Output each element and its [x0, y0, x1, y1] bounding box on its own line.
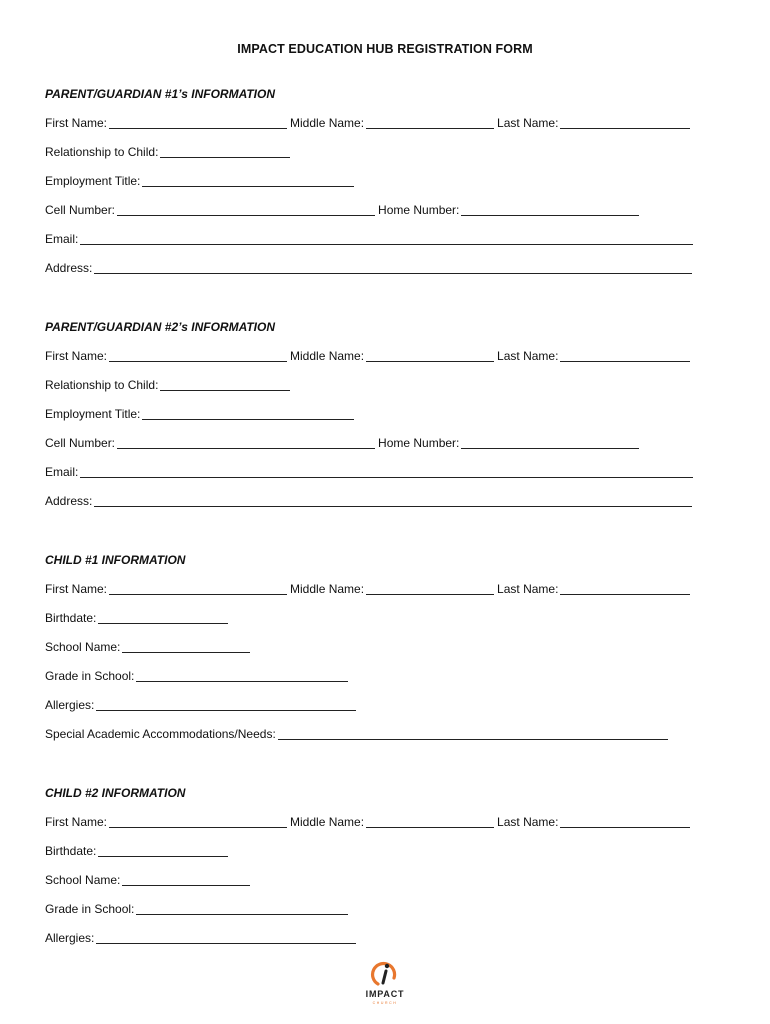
- last-name-label: Last Name:: [497, 349, 559, 363]
- parent2-heading: PARENT/GUARDIAN #2’s INFORMATION: [45, 320, 276, 334]
- parent2-address-row: [45, 493, 725, 522]
- parent2-cell-field[interactable]: [117, 435, 375, 449]
- parent1-middle-name-field[interactable]: [366, 115, 494, 129]
- child2-name-row: [45, 814, 725, 843]
- child1-school-row: [45, 639, 725, 668]
- parent1-employment-field[interactable]: [142, 173, 354, 187]
- parent2-employment-field[interactable]: [142, 406, 354, 420]
- child2-grade-field[interactable]: [136, 901, 348, 915]
- form-title: IMPACT EDUCATION HUB REGISTRATION FORM: [237, 42, 533, 56]
- parent2-first-name-field[interactable]: [109, 348, 287, 362]
- relationship-label: Relationship to Child:: [45, 378, 159, 392]
- parent1-home-field[interactable]: [461, 202, 639, 216]
- parent1-cell-field[interactable]: [117, 202, 375, 216]
- parent1-employment-row: [45, 173, 725, 202]
- email-label: Email:: [45, 465, 79, 479]
- child2-first-name-field[interactable]: [109, 814, 287, 828]
- parent1-name-row: [45, 115, 725, 144]
- parent2-section: [45, 319, 725, 522]
- child1-last-name-field[interactable]: [560, 581, 690, 595]
- child2-school-field[interactable]: [122, 872, 250, 886]
- parent2-name-row: [45, 348, 725, 377]
- parent1-relationship-field[interactable]: [160, 144, 290, 158]
- parent2-middle-name-field[interactable]: [366, 348, 494, 362]
- first-name-label: First Name:: [45, 815, 108, 829]
- middle-name-label: Middle Name:: [290, 582, 365, 596]
- first-name-label: First Name:: [45, 116, 108, 130]
- child2-heading: CHILD #2 INFORMATION: [45, 786, 186, 800]
- logo-subtitle: CHURCH: [372, 1001, 398, 1005]
- child2-last-name-field[interactable]: [560, 814, 690, 828]
- first-name-label: First Name:: [45, 349, 108, 363]
- middle-name-label: Middle Name:: [290, 815, 365, 829]
- parent1-address-row: [45, 260, 725, 289]
- parent2-home-field[interactable]: [461, 435, 639, 449]
- child1-middle-name-field[interactable]: [366, 581, 494, 595]
- grade-label: Grade in School:: [45, 902, 135, 916]
- parent1-last-name-field[interactable]: [560, 115, 690, 129]
- parent1-phone-row: [45, 202, 725, 231]
- last-name-label: Last Name:: [497, 116, 559, 130]
- child1-grade-field[interactable]: [136, 668, 348, 682]
- email-label: Email:: [45, 232, 79, 246]
- home-label: Home Number:: [378, 203, 460, 217]
- child1-birthdate-field[interactable]: [98, 610, 228, 624]
- middle-name-label: Middle Name:: [290, 116, 365, 130]
- parent1-first-name-field[interactable]: [109, 115, 287, 129]
- employment-label: Employment Title:: [45, 174, 141, 188]
- parent2-employment-row: [45, 406, 725, 435]
- parent2-phone-row: [45, 435, 725, 464]
- cell-label: Cell Number:: [45, 203, 116, 217]
- parent1-section: [45, 86, 725, 289]
- home-label: Home Number:: [378, 436, 460, 450]
- child1-grade-row: [45, 668, 725, 697]
- child1-special-row: [45, 726, 725, 755]
- last-name-label: Last Name:: [497, 582, 559, 596]
- allergies-label: Allergies:: [45, 698, 95, 712]
- parent2-email-row: [45, 464, 725, 493]
- birthdate-label: Birthdate:: [45, 611, 97, 625]
- parent1-address-field[interactable]: [94, 260, 692, 274]
- special-needs-label: Special Academic Accommodations/Needs:: [45, 727, 276, 741]
- allergies-label: Allergies:: [45, 931, 95, 945]
- parent1-heading: PARENT/GUARDIAN #1’s INFORMATION: [45, 87, 276, 101]
- logo-wordmark: IMPACT: [365, 989, 405, 999]
- impact-logo-icon: [356, 956, 414, 990]
- child1-name-row: [45, 581, 725, 610]
- child1-first-name-field[interactable]: [109, 581, 287, 595]
- child2-section: [45, 785, 725, 959]
- birthdate-label: Birthdate:: [45, 844, 97, 858]
- impact-logo: [356, 956, 414, 1008]
- child2-school-row: [45, 872, 725, 901]
- child1-allergies-row: [45, 697, 725, 726]
- first-name-label: First Name:: [45, 582, 108, 596]
- child1-allergies-field[interactable]: [96, 697, 356, 711]
- address-label: Address:: [45, 261, 93, 275]
- child1-birthdate-row: [45, 610, 725, 639]
- cell-label: Cell Number:: [45, 436, 116, 450]
- parent1-email-field[interactable]: [80, 231, 693, 245]
- grade-label: Grade in School:: [45, 669, 135, 683]
- parent2-email-field[interactable]: [80, 464, 693, 478]
- child1-school-field[interactable]: [122, 639, 250, 653]
- parent2-relationship-field[interactable]: [160, 377, 290, 391]
- child2-middle-name-field[interactable]: [366, 814, 494, 828]
- school-label: School Name:: [45, 640, 121, 654]
- parent2-relationship-row: [45, 377, 725, 406]
- parent2-address-field[interactable]: [94, 493, 692, 507]
- middle-name-label: Middle Name:: [290, 349, 365, 363]
- parent1-email-row: [45, 231, 725, 260]
- child1-special-needs-field[interactable]: [278, 726, 668, 740]
- child1-heading: CHILD #1 INFORMATION: [45, 553, 186, 567]
- child2-birthdate-row: [45, 843, 725, 872]
- address-label: Address:: [45, 494, 93, 508]
- child2-allergies-row: [45, 930, 725, 959]
- relationship-label: Relationship to Child:: [45, 145, 159, 159]
- last-name-label: Last Name:: [497, 815, 559, 829]
- parent1-relationship-row: [45, 144, 725, 173]
- parent2-last-name-field[interactable]: [560, 348, 690, 362]
- school-label: School Name:: [45, 873, 121, 887]
- child2-allergies-field[interactable]: [96, 930, 356, 944]
- employment-label: Employment Title:: [45, 407, 141, 421]
- child2-grade-row: [45, 901, 725, 930]
- child2-birthdate-field[interactable]: [98, 843, 228, 857]
- child1-section: [45, 552, 725, 755]
